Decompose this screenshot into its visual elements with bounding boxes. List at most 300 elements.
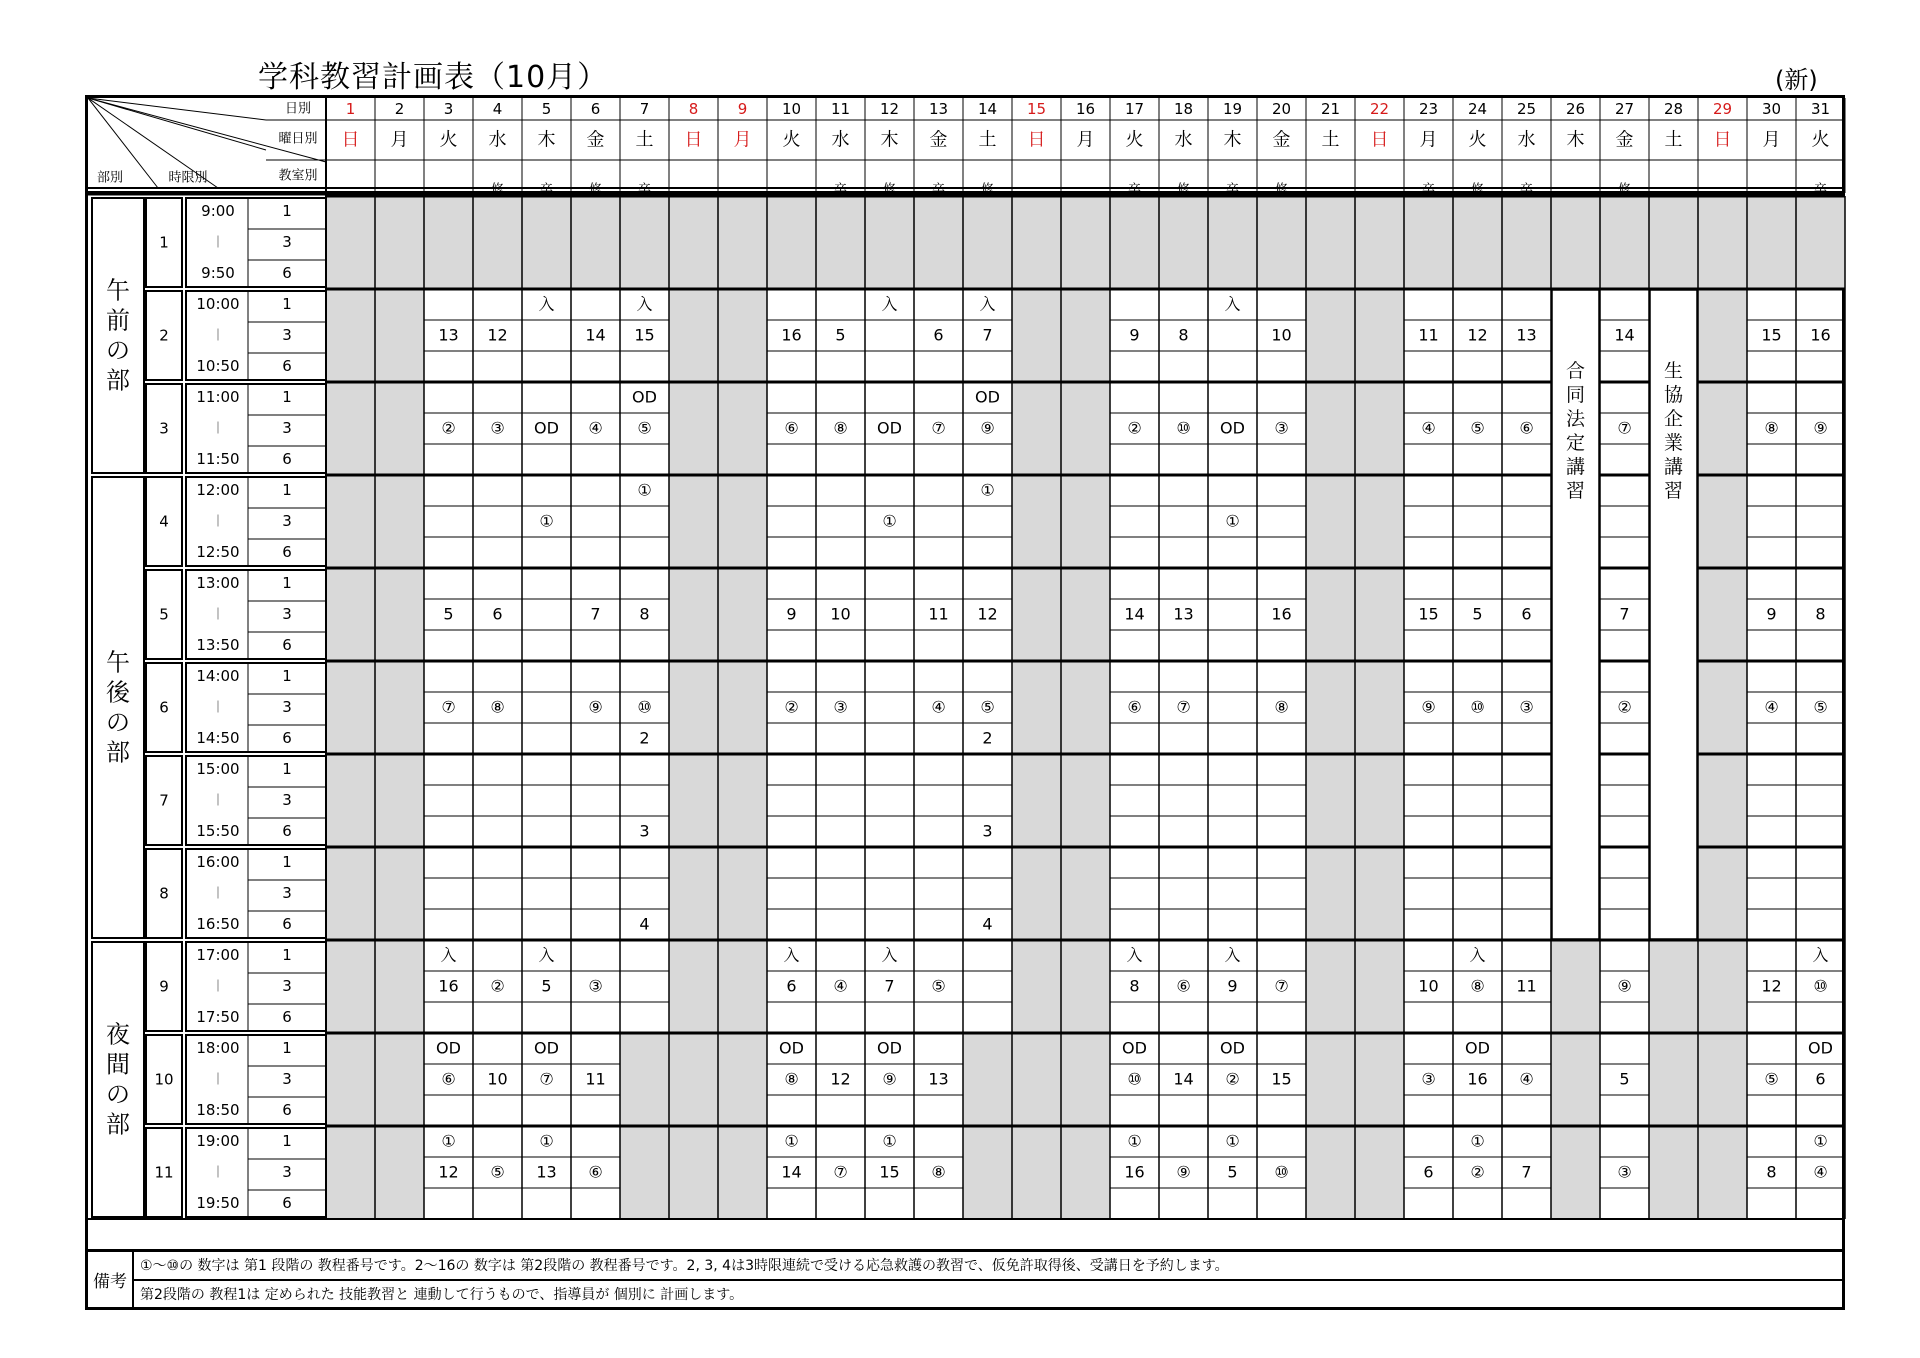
- schedule-entry: ②: [784, 697, 799, 717]
- day-number: 28: [1663, 100, 1684, 118]
- schedule-entry: ③: [833, 697, 848, 717]
- schedule-entry: ③: [1617, 1162, 1632, 1182]
- day-number: 26: [1565, 100, 1586, 118]
- special-event-char: 講: [1565, 456, 1586, 478]
- day-number: 3: [443, 100, 454, 118]
- schedule-entry: 13: [928, 1069, 949, 1089]
- day-number: 18: [1173, 100, 1194, 118]
- day-number: 13: [928, 100, 949, 118]
- weekday-label: 火: [1468, 129, 1487, 151]
- special-event-char: 法: [1565, 408, 1586, 430]
- period-range-mark: ｜: [211, 793, 225, 807]
- schedule-entry: OD: [975, 387, 1000, 407]
- day-number: 22: [1369, 100, 1390, 118]
- schedule-entry: ⑧: [784, 1069, 799, 1089]
- notes-line-2: 第2段階の 教程1は 定められた 技能教習と 連動して行うもので、指導員が 個別に 計画します。: [140, 1287, 744, 1303]
- room-number: 1: [282, 295, 292, 313]
- weekday-label: 日: [684, 129, 703, 151]
- schedule-entry: OD: [1808, 1038, 1833, 1058]
- schedule-entry: 13: [1516, 325, 1537, 345]
- day-mark: 修: [882, 182, 897, 198]
- weekday-label: 土: [635, 129, 654, 151]
- period-1-gray-band: [326, 196, 1845, 289]
- weekday-label: 水: [488, 129, 507, 151]
- period-end-time: 11:50: [196, 450, 240, 468]
- special-event-char: 定: [1565, 432, 1586, 454]
- period-number: 9: [159, 977, 169, 996]
- schedule-entry: ③: [1274, 418, 1289, 438]
- schedule-entry: 8: [1815, 604, 1826, 624]
- gray-day-column: [1012, 196, 1061, 1219]
- period-start-time: 12:00: [196, 481, 240, 499]
- day-number: 25: [1516, 100, 1537, 118]
- schedule-entry: 5: [1619, 1069, 1630, 1089]
- weekday-label: 月: [1419, 129, 1438, 151]
- division-char: 部: [106, 738, 130, 767]
- division-char: 前: [106, 306, 130, 335]
- day-number: 19: [1222, 100, 1243, 118]
- special-event-char: 同: [1565, 384, 1586, 406]
- schedule-entry: ①: [441, 1131, 456, 1151]
- period-end-time: 19:50: [196, 1194, 240, 1212]
- header-label-weekday: 曜日別: [278, 131, 318, 147]
- schedule-entry: ①: [980, 480, 995, 500]
- day-number: 14: [977, 100, 998, 118]
- day-mark: 卒: [539, 182, 554, 198]
- schedule-grid: [88, 98, 1848, 1258]
- page-title: 学科教習計画表（10月）: [258, 60, 609, 95]
- schedule-entry: ①: [1225, 511, 1240, 531]
- division-char: 間: [106, 1050, 130, 1079]
- schedule-entry: 12: [977, 604, 998, 624]
- period-end-time: 18:50: [196, 1101, 240, 1119]
- division-char: の: [106, 336, 130, 365]
- schedule-entry: 入: [1224, 945, 1241, 965]
- schedule-entry: 7: [1619, 604, 1630, 624]
- day-number: 27: [1614, 100, 1635, 118]
- room-number: 6: [282, 636, 292, 654]
- schedule-entry: ①: [1225, 1131, 1240, 1151]
- division-char: 部: [106, 366, 130, 395]
- room-number: 6: [282, 450, 292, 468]
- schedule-entry: 8: [1129, 976, 1140, 996]
- room-number: 1: [282, 853, 292, 871]
- schedule-entry: 3: [982, 821, 993, 841]
- period-range-mark: ｜: [211, 886, 225, 900]
- schedule-entry: 12: [438, 1162, 459, 1182]
- day-number: 4: [492, 100, 503, 118]
- schedule-entry: 7: [884, 976, 895, 996]
- day-mark: 卒: [1421, 182, 1436, 198]
- schedule-entry: ⑨: [1813, 418, 1828, 438]
- weekday-label: 月: [733, 129, 752, 151]
- period-number: 11: [154, 1163, 174, 1182]
- schedule-entry: 13: [438, 325, 459, 345]
- gray-day-column: [1061, 196, 1110, 1219]
- period-number: 5: [159, 605, 169, 624]
- schedule-entry: 9: [1129, 325, 1140, 345]
- period-start-time: 18:00: [196, 1039, 240, 1057]
- schedule-entry: ⑦: [539, 1069, 554, 1089]
- schedule-entry: 入: [881, 945, 898, 965]
- period-range-mark: ｜: [211, 235, 225, 249]
- room-number: 1: [282, 1132, 292, 1150]
- day-number: 10: [781, 100, 802, 118]
- weekday-label: 土: [978, 129, 997, 151]
- day-mark: 修: [490, 182, 505, 198]
- schedule-entry: ⑦: [931, 418, 946, 438]
- schedule-entry: 5: [835, 325, 846, 345]
- division-box: [92, 477, 144, 938]
- division-char: 午: [106, 648, 130, 677]
- day-number: 29: [1712, 100, 1733, 118]
- weekday-label: 土: [1321, 129, 1340, 151]
- schedule-entry: ⑥: [441, 1069, 456, 1089]
- room-number: 6: [282, 822, 292, 840]
- schedule-entry: ⑩: [1176, 418, 1191, 438]
- schedule-entry: ②: [1470, 1162, 1485, 1182]
- schedule-entry: 5: [1472, 604, 1483, 624]
- schedule-entry: OD: [1465, 1038, 1490, 1058]
- division-box: [92, 942, 144, 1217]
- schedule-entry: ②: [1225, 1069, 1240, 1089]
- schedule-entry: ③: [588, 976, 603, 996]
- room-number: 1: [282, 481, 292, 499]
- schedule-entry: 入: [440, 945, 457, 965]
- period-number: 8: [159, 884, 169, 903]
- schedule-entry: 16: [1810, 325, 1831, 345]
- schedule-entry: 6: [1423, 1162, 1434, 1182]
- schedule-entry: 11: [585, 1069, 606, 1089]
- division-box: [92, 198, 144, 473]
- weekday-label: 水: [1174, 129, 1193, 151]
- schedule-entry: 4: [982, 914, 993, 934]
- period-range-mark: ｜: [211, 700, 225, 714]
- schedule-entry: 11: [1418, 325, 1439, 345]
- schedule-entry: ①: [1470, 1131, 1485, 1151]
- schedule-entry: 16: [438, 976, 459, 996]
- schedule-entry: 9: [786, 604, 797, 624]
- schedule-entry: 入: [783, 945, 800, 965]
- schedule-entry: 6: [933, 325, 944, 345]
- schedule-entry: ④: [588, 418, 603, 438]
- room-number: 6: [282, 1194, 292, 1212]
- schedule-entry: 5: [1227, 1162, 1238, 1182]
- day-number: 21: [1320, 100, 1341, 118]
- schedule-entry: 16: [1271, 604, 1292, 624]
- schedule-entry: ⑨: [1421, 697, 1436, 717]
- period-end-time: 12:50: [196, 543, 240, 561]
- period-end-time: 13:50: [196, 636, 240, 654]
- schedule-entry: ④: [1519, 1069, 1534, 1089]
- room-number: 6: [282, 1008, 292, 1026]
- room-number: 6: [282, 729, 292, 747]
- schedule-entry: ②: [441, 418, 456, 438]
- period-start-time: 15:00: [196, 760, 240, 778]
- schedule-entry: ④: [833, 976, 848, 996]
- schedule-entry: 12: [487, 325, 508, 345]
- period-number: 10: [154, 1070, 174, 1089]
- weekday-label: 月: [390, 129, 409, 151]
- version-mark: (新): [1775, 66, 1818, 94]
- period-end-time: 9:50: [201, 264, 235, 282]
- schedule-entry: ①: [637, 480, 652, 500]
- schedule-entry: ⑧: [490, 697, 505, 717]
- day-mark: 修: [1470, 182, 1485, 198]
- gray-day-column: [1698, 196, 1747, 1219]
- day-number: 24: [1467, 100, 1488, 118]
- schedule-entry: ①: [784, 1131, 799, 1151]
- day-number: 15: [1026, 100, 1047, 118]
- schedule-entry: ⑧: [1274, 697, 1289, 717]
- schedule-entry: ②: [1127, 418, 1142, 438]
- schedule-entry: 12: [1467, 325, 1488, 345]
- schedule-entry: ⑤: [1470, 418, 1485, 438]
- schedule-entry: 9: [1766, 604, 1777, 624]
- room-number: 3: [282, 1163, 292, 1181]
- schedule-entry: 入: [1224, 294, 1241, 314]
- schedule-entry: 8: [1178, 325, 1189, 345]
- schedule-entry: ⑧: [1764, 418, 1779, 438]
- schedule-entry: 15: [1271, 1069, 1292, 1089]
- day-number: 31: [1810, 100, 1831, 118]
- schedule-entry: 10: [1418, 976, 1439, 996]
- schedule-entry: 5: [541, 976, 552, 996]
- schedule-entry: OD: [632, 387, 657, 407]
- day-number: 16: [1075, 100, 1096, 118]
- room-number: 3: [282, 1070, 292, 1088]
- weekday-label: 月: [1762, 129, 1781, 151]
- schedule-entry: 14: [585, 325, 606, 345]
- schedule-entry: ⑩: [1127, 1069, 1142, 1089]
- schedule-entry: ⑩: [1470, 697, 1485, 717]
- schedule-entry: 14: [1614, 325, 1635, 345]
- schedule-entry: ⑨: [1176, 1162, 1191, 1182]
- day-number: 17: [1124, 100, 1145, 118]
- schedule-entry: 16: [1124, 1162, 1145, 1182]
- schedule-entry: ⑧: [931, 1162, 946, 1182]
- weekday-label: 日: [1713, 129, 1732, 151]
- schedule-entry: 入: [979, 294, 996, 314]
- schedule-entry: 7: [590, 604, 601, 624]
- schedule-entry: 入: [1126, 945, 1143, 965]
- period-start-time: 14:00: [196, 667, 240, 685]
- period-number: 6: [159, 698, 169, 717]
- weekday-label: 火: [1811, 129, 1830, 151]
- schedule-entry: ①: [1127, 1131, 1142, 1151]
- gray-block: [1551, 940, 1600, 1219]
- schedule-entry: 入: [538, 294, 555, 314]
- schedule-entry: ⑩: [1813, 976, 1828, 996]
- day-number: 1: [345, 100, 356, 118]
- schedule-entry: 7: [982, 325, 993, 345]
- division-char: 後: [106, 678, 130, 707]
- header-label-day: 日別: [284, 101, 312, 117]
- weekday-label: 木: [537, 129, 556, 151]
- division-char: 夜: [106, 1020, 130, 1049]
- schedule-entry: 10: [487, 1069, 508, 1089]
- weekday-label: 月: [1076, 129, 1095, 151]
- period-start-time: 19:00: [196, 1132, 240, 1150]
- day-mark: 修: [1617, 182, 1632, 198]
- room-number: 3: [282, 884, 292, 902]
- division-char: 部: [106, 1110, 130, 1139]
- period-end-time: 17:50: [196, 1008, 240, 1026]
- day-mark: 修: [1176, 182, 1191, 198]
- room-number: 3: [282, 791, 292, 809]
- room-number: 3: [282, 326, 292, 344]
- schedule-entry: 15: [879, 1162, 900, 1182]
- day-number: 9: [737, 100, 748, 118]
- period-start-time: 16:00: [196, 853, 240, 871]
- schedule-entry: 12: [1761, 976, 1782, 996]
- schedule-entry: ⑤: [980, 697, 995, 717]
- weekday-label: 火: [782, 129, 801, 151]
- special-event-char: 合: [1565, 360, 1586, 382]
- day-number: 5: [541, 100, 552, 118]
- schedule-entry: ⑦: [441, 697, 456, 717]
- schedule-entry: ⑨: [882, 1069, 897, 1089]
- schedule-entry: 入: [1812, 945, 1829, 965]
- schedule-entry: 10: [1271, 325, 1292, 345]
- schedule-entry: 11: [1516, 976, 1537, 996]
- room-number: 1: [282, 388, 292, 406]
- schedule-entry: 8: [639, 604, 650, 624]
- schedule-entry: 9: [1227, 976, 1238, 996]
- period-start-time: 17:00: [196, 946, 240, 964]
- schedule-entry: 13: [536, 1162, 557, 1182]
- room-number: 3: [282, 419, 292, 437]
- schedule-entry: 入: [881, 294, 898, 314]
- schedule-entry: ③: [1421, 1069, 1436, 1089]
- schedule-entry: OD: [534, 418, 559, 438]
- room-number: 1: [282, 946, 292, 964]
- schedule-entry: 6: [1815, 1069, 1826, 1089]
- period-start-time: 13:00: [196, 574, 240, 592]
- special-event-char: 習: [1663, 480, 1684, 502]
- schedule-entry: 入: [538, 945, 555, 965]
- schedule-entry: 2: [982, 728, 993, 748]
- day-mark: 卒: [637, 182, 652, 198]
- day-number: 30: [1761, 100, 1782, 118]
- notes-line-1: ①～⑩の 数字は 第1 段階の 教程番号です。2～16の 数字は 第2段階の 教程番号です。2, 3, 4は3時限連続で受ける応急救護の教習で、仮免許取得後、受講日を予約します。: [140, 1258, 1229, 1274]
- period-range-mark: ｜: [211, 607, 225, 621]
- period-start-time: 10:00: [196, 295, 240, 313]
- day-mark: 修: [1274, 182, 1289, 198]
- schedule-entry: ⑤: [1813, 697, 1828, 717]
- schedule-entry: OD: [534, 1038, 559, 1058]
- schedule-entry: ⑥: [588, 1162, 603, 1182]
- weekday-label: 水: [831, 129, 850, 151]
- period-number: 7: [159, 791, 169, 810]
- schedule-entry: ⑤: [490, 1162, 505, 1182]
- weekday-label: 日: [341, 129, 360, 151]
- schedule-entry: ⑦: [833, 1162, 848, 1182]
- room-number: 1: [282, 574, 292, 592]
- special-event-char: 協: [1663, 384, 1684, 406]
- schedule-entry: OD: [877, 418, 902, 438]
- room-number: 3: [282, 233, 292, 251]
- room-number: 6: [282, 915, 292, 933]
- schedule-entry: ⑨: [1617, 976, 1632, 996]
- weekday-label: 日: [1370, 129, 1389, 151]
- header-label-room: 教室別: [278, 168, 318, 184]
- room-number: 1: [282, 667, 292, 685]
- schedule-entry: ④: [1813, 1162, 1828, 1182]
- period-range-mark: ｜: [211, 979, 225, 993]
- division-char: の: [106, 1080, 130, 1109]
- notes-section: [88, 1249, 1842, 1307]
- schedule-entry: 5: [443, 604, 454, 624]
- schedule-entry: ①: [882, 1131, 897, 1151]
- schedule-entry: 13: [1173, 604, 1194, 624]
- schedule-entry: 入: [1469, 945, 1486, 965]
- room-number: 3: [282, 605, 292, 623]
- schedule-entry: ⑨: [980, 418, 995, 438]
- special-event-char: 生: [1663, 360, 1684, 382]
- schedule-entry: ⑧: [833, 418, 848, 438]
- period-number: 1: [159, 233, 169, 252]
- weekday-label: 土: [1664, 129, 1683, 151]
- gray-day-column: [1355, 196, 1404, 1219]
- division-char: 午: [106, 276, 130, 305]
- weekday-label: 金: [586, 129, 605, 151]
- schedule-entry: ⑩: [1274, 1162, 1289, 1182]
- schedule-entry: 入: [636, 294, 653, 314]
- weekday-label: 木: [1223, 129, 1242, 151]
- schedule-entry: ⑩: [637, 697, 652, 717]
- schedule-entry: ⑥: [1176, 976, 1191, 996]
- special-event-char: 業: [1663, 432, 1684, 454]
- period-start-time: 11:00: [196, 388, 240, 406]
- day-mark: 修: [588, 182, 603, 198]
- gray-day-column: [1306, 196, 1355, 1219]
- division-char: の: [106, 708, 130, 737]
- day-number: 6: [590, 100, 601, 118]
- schedule-entry: ⑧: [1470, 976, 1485, 996]
- schedule-entry: ⑥: [784, 418, 799, 438]
- schedule-entry: ①: [539, 511, 554, 531]
- period-start-time: 9:00: [201, 202, 235, 220]
- period-end-time: 10:50: [196, 357, 240, 375]
- period-range-mark: ｜: [211, 421, 225, 435]
- room-number: 6: [282, 1101, 292, 1119]
- schedule-entry: ①: [882, 511, 897, 531]
- schedule-entry: OD: [1220, 418, 1245, 438]
- schedule-entry: 16: [1467, 1069, 1488, 1089]
- day-number: 7: [639, 100, 650, 118]
- day-number: 11: [830, 100, 851, 118]
- schedule-entry: ④: [1764, 697, 1779, 717]
- header-label-division: 部別: [96, 170, 124, 186]
- schedule-entry: ⑨: [588, 697, 603, 717]
- schedule-entry: ④: [931, 697, 946, 717]
- weekday-label: 日: [1027, 129, 1046, 151]
- weekday-label: 木: [880, 129, 899, 151]
- schedule-entry: OD: [1122, 1038, 1147, 1058]
- day-number: 12: [879, 100, 900, 118]
- day-mark: 卒: [931, 182, 946, 198]
- day-mark: 卒: [1225, 182, 1240, 198]
- gray-block: [1649, 940, 1698, 1219]
- special-event-char: 講: [1663, 456, 1684, 478]
- notes-label: 備考: [88, 1252, 134, 1307]
- schedule-entry: 6: [786, 976, 797, 996]
- schedule-entry: 15: [1761, 325, 1782, 345]
- gray-day-column: [718, 196, 767, 1219]
- weekday-label: 金: [1272, 129, 1291, 151]
- schedule-entry: OD: [1220, 1038, 1245, 1058]
